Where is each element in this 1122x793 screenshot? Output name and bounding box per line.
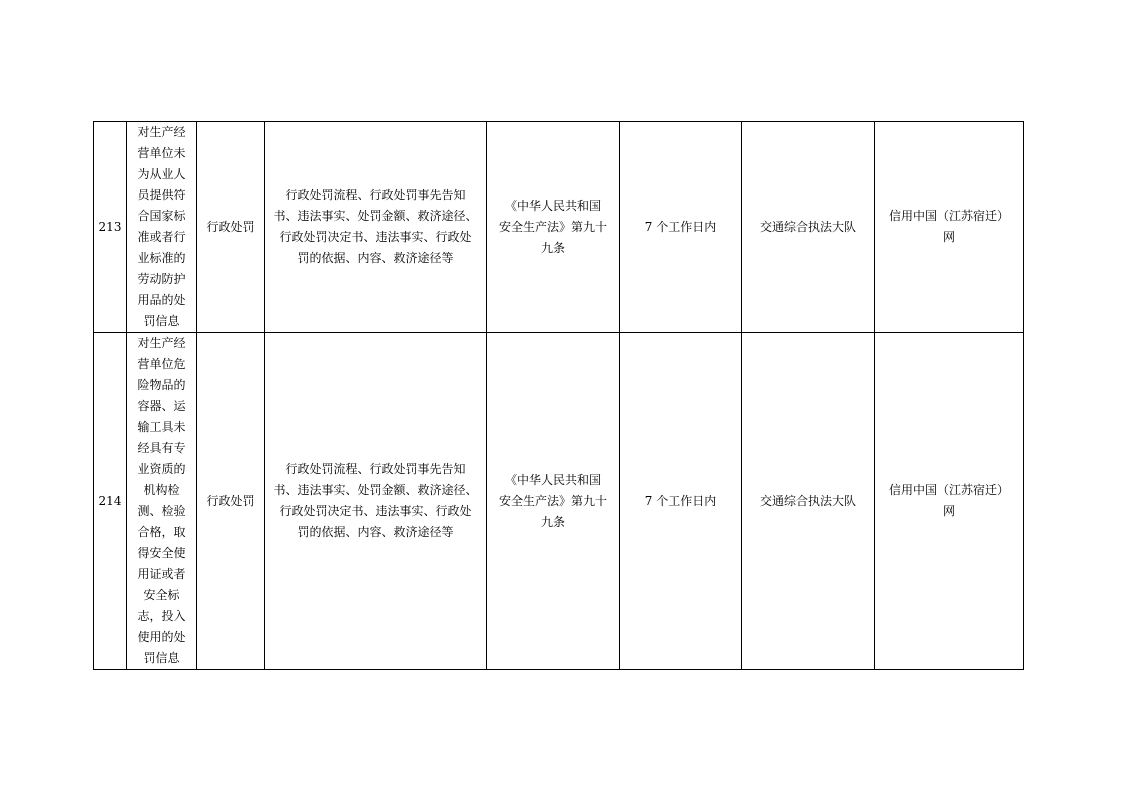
table-row: [94, 333, 1024, 670]
publish-channel: [875, 333, 1024, 670]
department: 交通综合执法大队: [742, 122, 875, 333]
text-line: 使用的处: [137, 630, 186, 644]
text-line: 用证或者: [137, 567, 186, 581]
text-line: 输工具未: [137, 420, 186, 434]
legal-basis-lines: [499, 196, 607, 259]
text-line: 业资质的: [137, 462, 186, 476]
text-line: 劳动防护: [137, 272, 186, 286]
item-name: [127, 333, 197, 670]
text-line: 员提供符: [137, 188, 186, 202]
text-line: 行政处罚决定书、违法事实、行政处: [279, 230, 472, 244]
text-line: 准或者行: [137, 230, 186, 244]
text-line: 网: [942, 230, 955, 244]
text-line: 合格，取: [137, 525, 186, 539]
time-limit: 7 个工作日内: [620, 122, 742, 333]
disclosure-content-lines: [273, 185, 477, 269]
row-number: 213: [94, 122, 127, 333]
text-line: 九条: [540, 240, 565, 255]
text-line: 容器、运: [137, 399, 186, 413]
text-line: 志，投入: [137, 609, 186, 623]
disclosure-table: [93, 121, 1024, 670]
text-line: 为从业人: [137, 167, 186, 181]
table-row: [94, 122, 1024, 333]
publish-channel-lines: [889, 480, 1009, 522]
item-type: 行政处罚: [197, 333, 265, 670]
text-line: 罚信息: [143, 314, 180, 328]
text-line: 对生产经: [137, 336, 186, 350]
disclosure-content: [265, 122, 487, 333]
text-line: 对生产经: [137, 125, 186, 139]
text-line: 书、违法事实、处罚金额、救济途径、: [273, 209, 478, 223]
row-number: 214: [94, 333, 127, 670]
text-line: 行政处罚流程、行政处罚事先告知: [285, 462, 466, 476]
legal-basis: [487, 333, 620, 670]
item-name-lines: [137, 122, 185, 332]
item-name-lines: [137, 333, 185, 669]
text-line: 经具有专: [137, 441, 186, 455]
text-line: 安全生产法》第九十: [498, 493, 607, 508]
text-line: 业标准的: [137, 251, 186, 265]
legal-basis: [487, 122, 620, 333]
disclosure-content: [265, 333, 487, 670]
text-line: 营单位危: [137, 357, 186, 371]
text-line: 网: [942, 504, 955, 518]
department: 交通综合执法大队: [742, 333, 875, 670]
text-line: 《中华人民共和国: [504, 198, 601, 213]
text-line: 营单位未: [137, 146, 186, 160]
text-line: 用品的处: [137, 293, 186, 307]
legal-basis-lines: [499, 470, 607, 533]
publish-channel-lines: [889, 206, 1009, 248]
text-line: 《中华人民共和国: [504, 472, 601, 487]
text-line: 测、检验: [137, 504, 186, 518]
text-line: 信用中国（江苏宿迁）: [888, 209, 1009, 223]
text-line: 安全标: [143, 588, 180, 602]
text-line: 罚的依据、内容、救济途径等: [297, 525, 454, 539]
text-line: 行政处罚流程、行政处罚事先告知: [285, 188, 466, 202]
text-line: 机构检: [143, 483, 180, 497]
text-line: 罚的依据、内容、救济途径等: [297, 251, 454, 265]
text-line: 得安全使: [137, 546, 186, 560]
text-line: 合国家标: [137, 209, 186, 223]
time-limit: 7 个工作日内: [620, 333, 742, 670]
item-type: 行政处罚: [197, 122, 265, 333]
item-name: [127, 122, 197, 333]
text-line: 安全生产法》第九十: [498, 219, 607, 234]
text-line: 信用中国（江苏宿迁）: [888, 483, 1009, 497]
text-line: 九条: [540, 514, 565, 529]
disclosure-content-lines: [273, 459, 477, 543]
text-line: 险物品的: [137, 378, 186, 392]
publish-channel: [875, 122, 1024, 333]
text-line: 罚信息: [143, 651, 180, 665]
text-line: 行政处罚决定书、违法事实、行政处: [279, 504, 472, 518]
text-line: 书、违法事实、处罚金额、救济途径、: [273, 483, 478, 497]
